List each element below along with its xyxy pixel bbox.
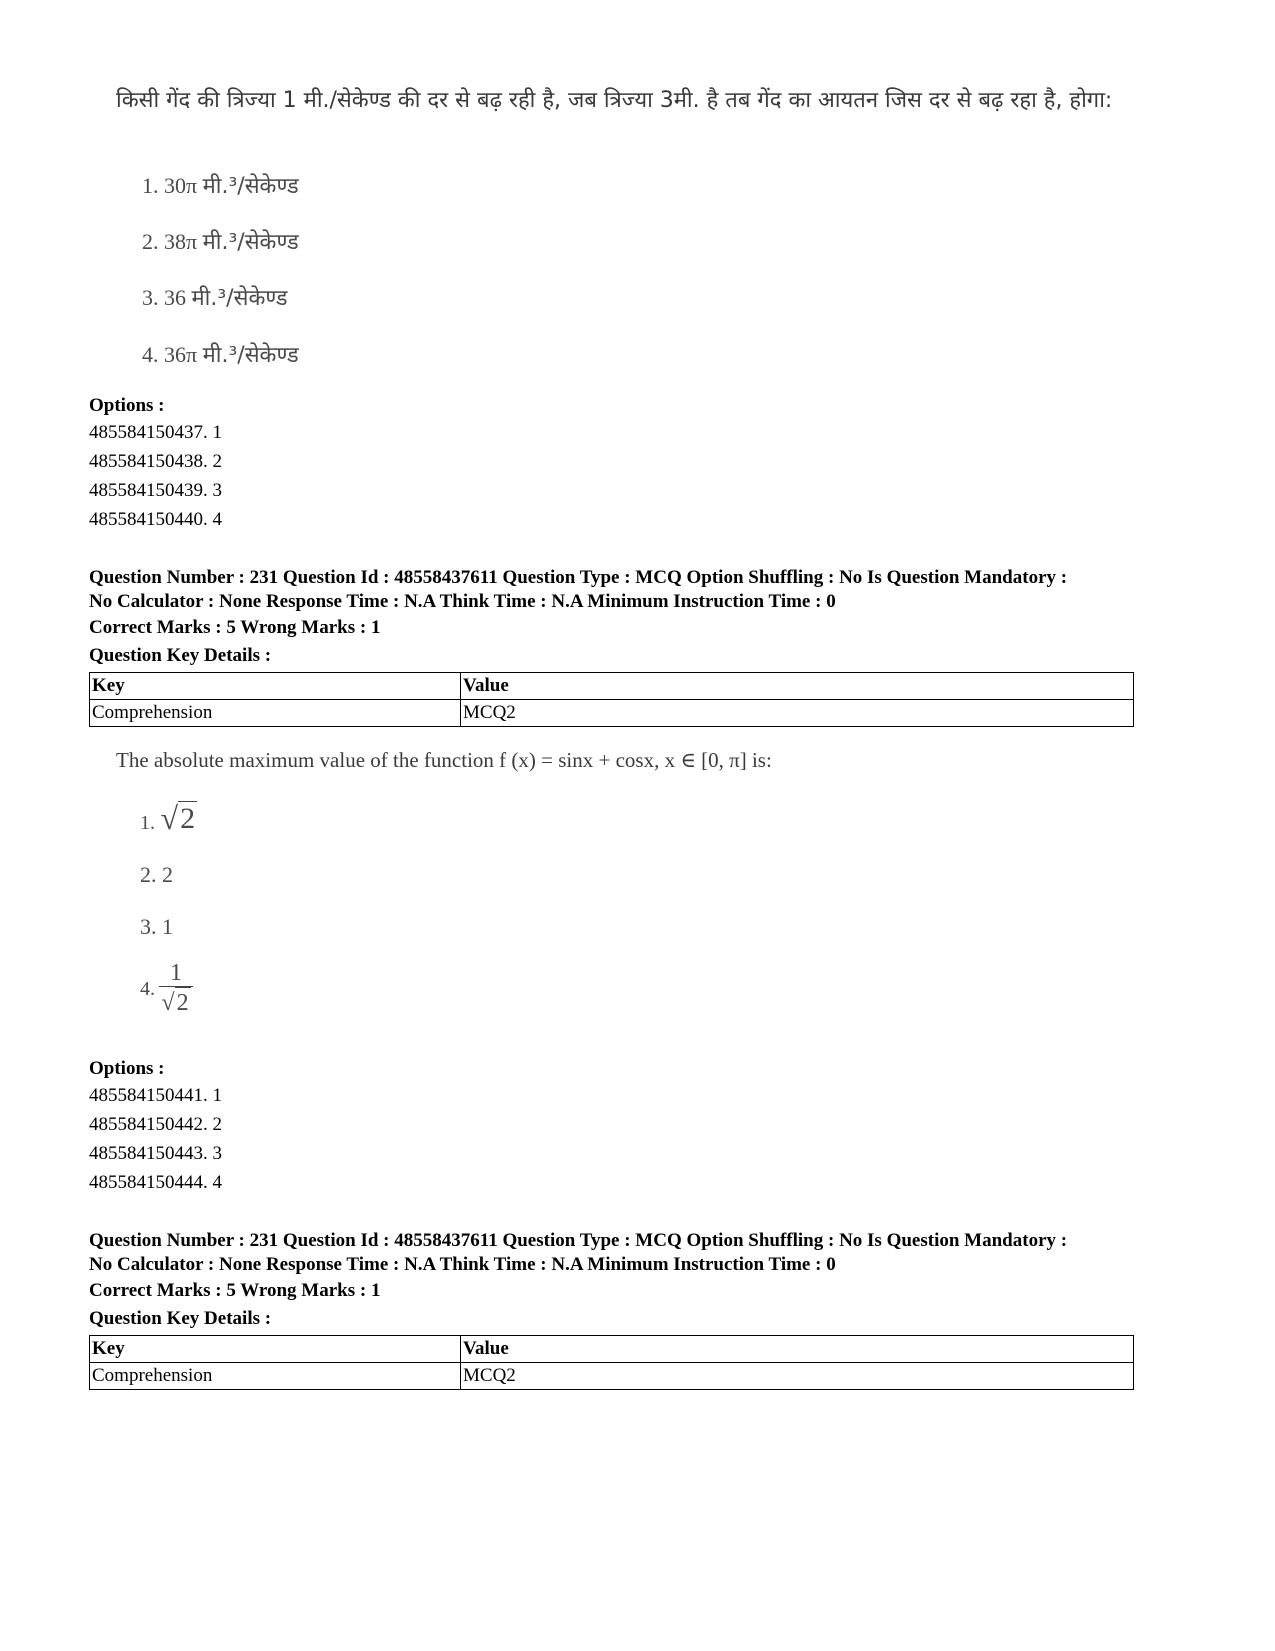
q2-image-option-4 xyxy=(140,960,193,1018)
option-number: 1. xyxy=(140,812,155,834)
table-header-row xyxy=(90,1336,1134,1363)
option-unit: मी.³/सेकेण्ड xyxy=(191,286,288,311)
table-header-value: Value xyxy=(461,1336,1134,1363)
key-details-table xyxy=(89,1335,1134,1390)
option-number: 3. xyxy=(142,285,159,310)
q2-options-list xyxy=(89,1081,222,1197)
list-item: 485584150439. 3 xyxy=(89,480,222,501)
option-number: 4. xyxy=(142,342,159,367)
key-details-label: Question Key Details : xyxy=(89,1308,272,1329)
option-number: 2. xyxy=(142,229,159,254)
option-value: 2 xyxy=(180,802,196,835)
fraction xyxy=(159,960,193,1018)
marks-line: Correct Marks : 5 Wrong Marks : 1 xyxy=(89,617,381,638)
key-details-table xyxy=(89,672,1134,727)
q1-image-option-2 xyxy=(142,226,299,256)
option-value: 36 xyxy=(164,285,186,310)
option-number: 2. xyxy=(140,862,157,887)
q2-image-option-2 xyxy=(140,862,173,888)
option-value: 2 xyxy=(162,862,173,887)
table-header-value: Value xyxy=(461,673,1134,700)
question-meta xyxy=(89,1229,1189,1277)
question-meta-line-1: Question Number : 231 Question Id : 48558437611 Question Type : MCQ Option Shuffling : No Is Question Mandatory : xyxy=(89,567,1068,588)
q1-options-list xyxy=(89,418,222,534)
fraction-denominator: √ 2 xyxy=(161,987,190,1018)
fraction-numerator: 1 xyxy=(170,960,182,986)
list-item: 485584150438. 2 xyxy=(89,451,222,472)
table-cell-value: MCQ2 xyxy=(461,700,1134,727)
question-2-text: The absolute maximum value of the function f (x) = sinx + cosx, x ∈ [0, π] is: xyxy=(116,748,772,772)
q1-image-option-4 xyxy=(142,339,299,369)
key-details-label: Question Key Details : xyxy=(89,645,272,666)
option-number: 3. xyxy=(140,914,157,939)
option-value: 1 xyxy=(162,914,173,939)
option-unit: मी.³/सेकेण्ड xyxy=(202,230,299,255)
option-value: 38π xyxy=(164,229,198,254)
table-cell-key: Comprehension xyxy=(90,700,461,727)
table-row xyxy=(90,1363,1134,1390)
list-item: 485584150441. 1 xyxy=(89,1085,222,1106)
q2-image-option-1 xyxy=(140,800,197,837)
option-unit: मी.³/सेकेण्ड xyxy=(202,343,299,368)
table-cell-value: MCQ2 xyxy=(461,1363,1134,1390)
question-meta-line-2: No Calculator : None Response Time : N.A Think Time : N.A Minimum Instruction Time : 0 xyxy=(89,1254,836,1275)
table-row xyxy=(90,700,1134,727)
option-value: 36π xyxy=(164,342,198,367)
list-item: 485584150442. 2 xyxy=(89,1114,222,1135)
q2-image-option-3 xyxy=(140,914,173,940)
table-cell-key: Comprehension xyxy=(90,1363,461,1390)
option-value: 30π xyxy=(164,173,198,198)
list-item: 485584150437. 1 xyxy=(89,422,222,443)
question-meta xyxy=(89,566,1189,614)
q2-options-label: Options : xyxy=(89,1058,165,1079)
table-header-key: Key xyxy=(90,1336,461,1363)
question-meta-line-2: No Calculator : None Response Time : N.A Think Time : N.A Minimum Instruction Time : 0 xyxy=(89,591,836,612)
marks-line: Correct Marks : 5 Wrong Marks : 1 xyxy=(89,1280,381,1301)
option-number: 4. xyxy=(140,977,155,1000)
q1-image-option-3 xyxy=(142,282,288,312)
option-number: 1. xyxy=(142,173,159,198)
sqrt-symbol: √ 2 xyxy=(160,800,196,836)
option-unit: मी.³/सेकेण्ड xyxy=(202,174,299,199)
list-item: 485584150444. 4 xyxy=(89,1172,222,1193)
q1-options-label: Options : xyxy=(89,395,165,416)
q1-image-option-1 xyxy=(142,170,299,200)
list-item: 485584150443. 3 xyxy=(89,1143,222,1164)
table-header-key: Key xyxy=(90,673,461,700)
table-header-row xyxy=(90,673,1134,700)
question-1-text: किसी गेंद की त्रिज्या 1 मी./सेकेण्ड की दर से बढ़ रही है, जब त्रिज्या 3मी. है तब गेंद का आयतन जिस दर से बढ़ रहा है, होगा: xyxy=(116,88,1113,113)
question-meta-line-1: Question Number : 231 Question Id : 48558437611 Question Type : MCQ Option Shuffling : No Is Question Mandatory : xyxy=(89,1230,1068,1251)
list-item: 485584150440. 4 xyxy=(89,509,222,530)
